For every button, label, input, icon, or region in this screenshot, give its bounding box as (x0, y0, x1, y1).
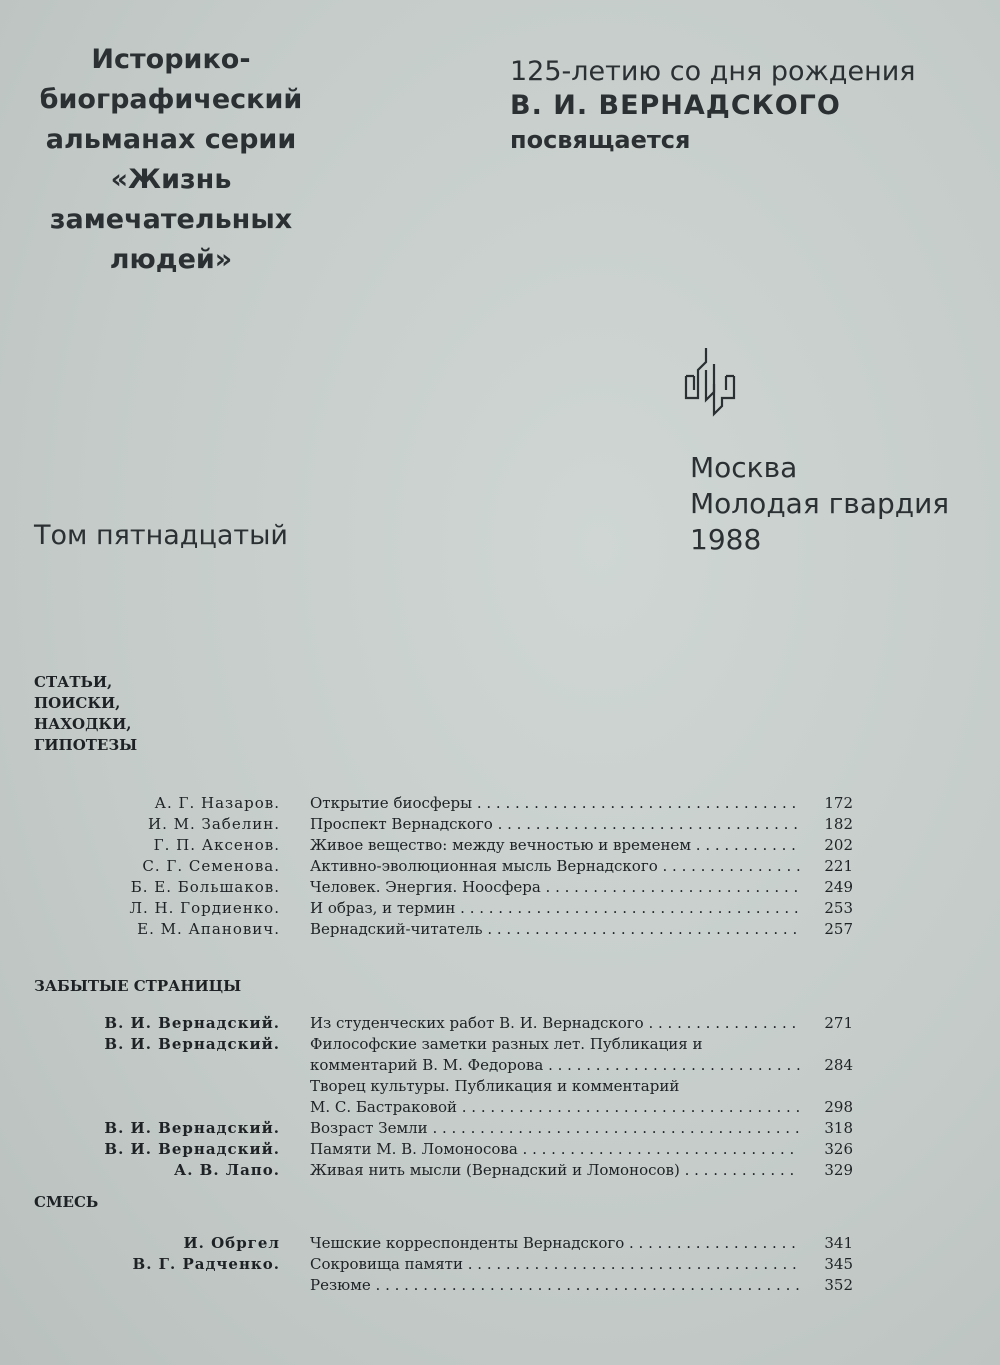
dedication (510, 55, 980, 157)
toc-title: Человек. Энергия. Ноосфера . . . (310, 877, 800, 898)
toc-title: Сокровища памяти . . . (310, 1254, 800, 1275)
toc-title: Памяти М. В. Ломоносова . . . (310, 1139, 800, 1160)
dedication-line-1: 125-летию со дня рождения (510, 56, 916, 87)
series-line: биографический (39, 84, 303, 115)
toc-author: Л. Н. Гордиенко. (129, 899, 280, 917)
section-heading-line: СМЕСЬ (34, 1193, 99, 1211)
toc-author: И. М. Забелин. (147, 815, 280, 833)
section-heading (34, 976, 241, 997)
toc-author: А. Г. Назаров. (154, 794, 280, 812)
section-heading-line: НАХОДКИ, (34, 715, 132, 733)
toc-title: Возраст Земли . . . (310, 1118, 800, 1139)
toc-author: Б. Е. Большаков. (130, 878, 280, 896)
toc-title: Творец культуры. Публикация и комментарий (310, 1077, 680, 1095)
toc-title: Живое вещество: между вечностью и временем . . . (310, 835, 800, 856)
toc-page: 182 (824, 815, 853, 833)
toc-author: В. Г. Радченко. (132, 1255, 280, 1273)
toc-author: Г. П. Аксенов. (153, 836, 280, 854)
series-line: Историко- (91, 44, 251, 75)
toc-page: 253 (824, 899, 853, 917)
toc-page: 326 (824, 1140, 853, 1158)
toc-title: Вернадский-читатель . . . (310, 919, 800, 940)
series-title (36, 40, 306, 280)
toc-author: А. В. Лапо. (174, 1161, 280, 1179)
publisher-imprint (690, 450, 990, 558)
toc-page: 284 (824, 1056, 853, 1074)
section-heading-line: ЗАБЫТЫЕ СТРАНИЦЫ (34, 977, 242, 995)
toc-page: 249 (824, 878, 853, 896)
dedication-line-2: В. И. ВЕРНАДСКОГО (510, 90, 841, 121)
toc-page: 202 (824, 836, 853, 854)
toc-page: 345 (824, 1255, 853, 1273)
toc-title: М. С. Бастраковой . . . (310, 1097, 800, 1118)
series-line: замечательных (49, 204, 293, 235)
toc-page: 298 (824, 1098, 853, 1116)
volume-title: Том пятнадцатый (34, 520, 288, 551)
toc-page: 257 (824, 920, 853, 938)
toc-page: 172 (824, 794, 853, 812)
toc-title: Из студенческих работ В. И. Вернадского . . . (310, 1013, 800, 1034)
series-line: альманах серии (45, 124, 297, 155)
toc-title: Философские заметки разных лет. Публикация и (310, 1035, 703, 1053)
section-heading (34, 672, 137, 756)
toc-author: Е. М. Апанович. (137, 920, 280, 938)
publisher-logo-icon (680, 340, 740, 420)
section-heading-line: СТАТЬИ, (34, 673, 113, 691)
toc-page: 318 (824, 1119, 853, 1137)
toc-author: С. Г. Семенова. (142, 857, 280, 875)
toc-page: 352 (824, 1276, 853, 1294)
toc-title: Открытие биосферы . . . (310, 793, 800, 814)
section-heading-line: ПОИСКИ, (34, 694, 121, 712)
toc-title: И образ, и термин . . . (310, 898, 800, 919)
toc-author: В. И. Вернадский. (104, 1014, 280, 1032)
toc-title: Резюме . . . (310, 1275, 800, 1296)
toc-title: Активно-эволюционная мысль Вернадского . . . (310, 856, 800, 877)
publisher-year: 1988 (690, 523, 762, 556)
toc-author: В. И. Вернадский. (104, 1119, 280, 1137)
toc-page: 271 (824, 1014, 853, 1032)
toc-title: Живая нить мысли (Вернадский и Ломоносов) . . . (310, 1160, 800, 1181)
publisher-name: Молодая гвардия (690, 487, 950, 520)
publisher-city: Москва (690, 451, 798, 484)
toc-title: Чешские корреспонденты Вернадского . . . (310, 1233, 800, 1254)
toc-page: 221 (824, 857, 853, 875)
toc-page: 329 (824, 1161, 853, 1179)
toc-author: И. Обргел (183, 1234, 280, 1252)
section-heading-line: ГИПОТЕЗЫ (34, 736, 138, 754)
dedication-line-3: посвящается (510, 126, 691, 154)
series-line: людей» (109, 244, 233, 275)
section-heading (34, 1192, 98, 1213)
toc-author: В. И. Вернадский. (104, 1140, 280, 1158)
toc-title: комментарий В. М. Федорова . . . (310, 1055, 800, 1076)
toc-title: Проспект Вернадского . . . (310, 814, 800, 835)
toc-page: 341 (824, 1234, 853, 1252)
toc-author: В. И. Вернадский. (104, 1035, 280, 1053)
series-line: «Жизнь (110, 164, 232, 195)
